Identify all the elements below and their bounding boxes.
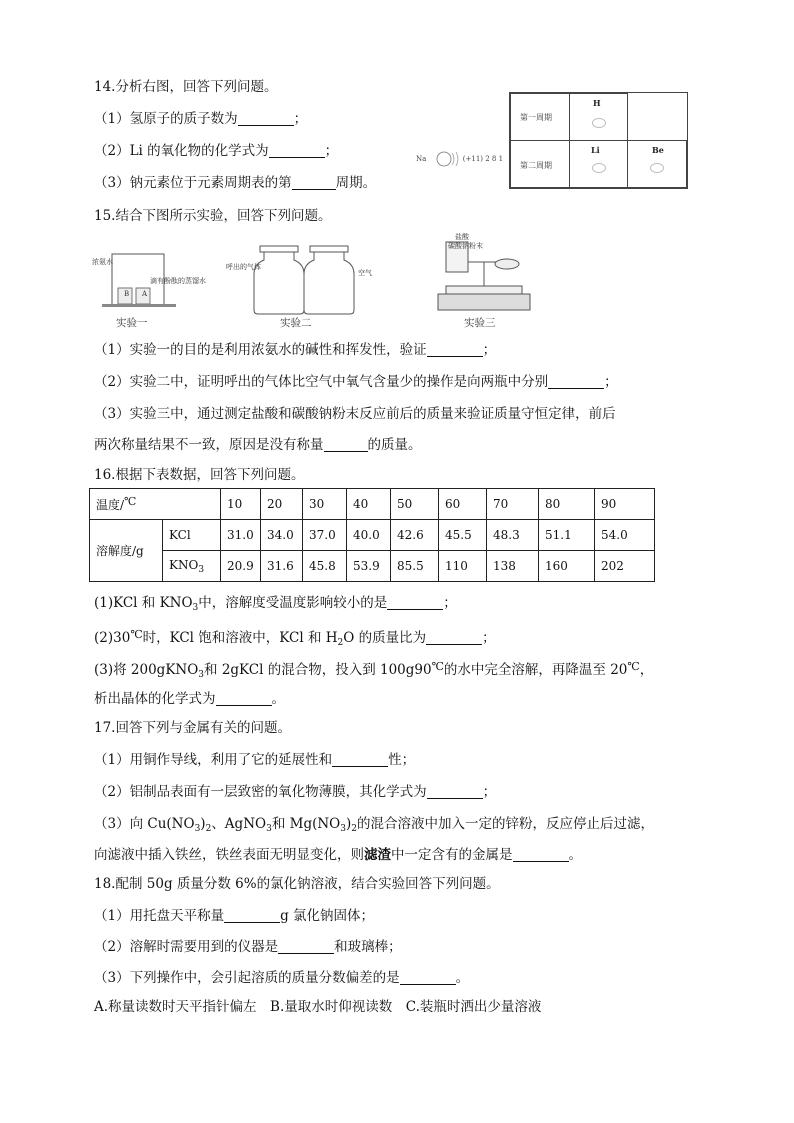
table-cell: 48.3 (487, 520, 539, 551)
table-cell: 54.0 (595, 520, 655, 551)
table-cell: 31.0 (221, 520, 261, 551)
q16-part1 (94, 594, 457, 617)
answer-blank[interactable] (238, 111, 294, 126)
element-cell-li (569, 140, 628, 188)
q18-p2-text: （2）溶解时需要用到的仪器是 (94, 939, 279, 955)
q18-options: A.称量读数时天平指针偏左 B.量取水时仰视读数 C.装瓶时洒出少量溶液 (94, 999, 542, 1015)
q14-p1-text: （1）氢原子的质子数为 (94, 111, 238, 127)
table-cell: 90 (595, 489, 655, 520)
q15-p2-end: ； (604, 374, 618, 390)
q16-p3-text5: 析出晶体的化学式为 (94, 691, 216, 707)
q17-p2-text: （2）铝制品表面有一层致密的氧化物薄膜，其化学式为 (94, 784, 427, 800)
element-symbol-li: Li (591, 145, 600, 155)
element-symbol-be: Be (652, 145, 664, 155)
q18-stem: 18.配制 50g 质量分数 6%的氯化钠溶液，结合实验回答下列问题。 (94, 876, 500, 892)
q14-p2-text: （2）Li 的氧化物的化学式为 (94, 143, 269, 159)
q18-p3-end: 。 (455, 970, 470, 986)
element-cell-h (569, 93, 628, 141)
experiment3-caption: 实验三 (464, 317, 496, 329)
degree-unit: ℃ (431, 660, 444, 673)
subscript: 2 (205, 824, 212, 834)
experiment1-caption: 实验一 (116, 317, 148, 329)
table-row-kcl (90, 520, 655, 551)
period2-label: 第二周期 (520, 161, 552, 170)
q17-p3-text: 的混合溶液中加入一定的锌粉，反应停止后过滤， (356, 816, 654, 832)
q15-part1 (94, 341, 496, 359)
label-na2co3: 碳酸钠粉末 (448, 242, 483, 250)
label-air: 空气 (358, 269, 372, 277)
q17-part3-cont (94, 846, 582, 864)
q16-p1-end: ； (443, 595, 457, 611)
periodic-table-figure (509, 92, 688, 189)
label-phenolphthalein: 滴有酚酞的蒸馏水 (150, 277, 206, 285)
answer-blank[interactable] (513, 847, 569, 862)
subscript: 2 (337, 638, 344, 648)
temp-label: 温度/ (96, 498, 125, 512)
q17-p3-end: 。 (568, 847, 582, 863)
element-symbol-h: H (593, 98, 601, 108)
q15-p1-end: ； (482, 342, 497, 358)
answer-blank[interactable] (324, 437, 368, 452)
table-row-kno3 (90, 551, 655, 582)
label-hcl: 盐酸 (455, 233, 469, 241)
table-cell: 53.9 (347, 551, 391, 582)
q18-p1-end: g 氯化钠固体； (280, 908, 375, 924)
table-cell: 45.8 (303, 551, 347, 582)
table-cell: 50 (391, 489, 439, 520)
period2-label-cell (510, 140, 570, 188)
answer-blank[interactable] (292, 175, 336, 190)
q16-p2-text2: 时，KCl 饱和溶液中，KCl 和 H (142, 630, 338, 646)
q17-p3-text: 、AgNO (211, 816, 267, 832)
q17-part1 (94, 751, 415, 769)
experiment2-caption: 实验二 (280, 317, 312, 329)
sodium-atom-diagram (416, 150, 503, 168)
q16-p2-text3: O 的质量比为 (343, 630, 427, 646)
q17-part3 (94, 815, 654, 838)
q18-p2-end: 和玻璃棒； (334, 939, 402, 955)
q14-p2-end: ； (324, 143, 339, 159)
experiment2-figure (244, 244, 374, 316)
q14-p1-end: ； (293, 111, 308, 127)
table-cell: 85.5 (391, 551, 439, 582)
table-cell: 80 (539, 489, 595, 520)
label-exhaled-gas: 呼出的气体 (226, 263, 261, 271)
answer-blank[interactable] (400, 970, 456, 985)
answer-blank[interactable] (427, 784, 483, 799)
q16-p1-text: (1)KCl 和 KNO (94, 595, 193, 611)
degree-unit: ℃ (130, 628, 143, 641)
q14-part3 (94, 174, 376, 192)
q14-p3-text: （3）钠元素位于元素周期表的第 (94, 175, 292, 191)
table-row-temperature (90, 489, 655, 520)
q17-p3-text: 中一定含有的金属是 (391, 847, 513, 863)
q17-p3-text: 向滤液中插入铁丝，铁丝表面无明显变化，则 (94, 847, 364, 863)
q16-p3-text2: 和 2gKCl 的混合物，投入到 100g90 (204, 662, 432, 678)
q16-p3-text3: 的水中完全溶解，再降温至 20 (443, 662, 628, 678)
kno3-label-text: KNO (169, 557, 199, 572)
q16-part3 (94, 658, 653, 684)
q17-p3-text: （3）向 Cu(NO (94, 816, 195, 832)
subscript: 3 (266, 824, 272, 834)
subscript: 3 (194, 824, 201, 834)
table-cell: 10 (221, 489, 261, 520)
na-electron-config: (+11) 2 8 1 (462, 155, 504, 163)
atom-nucleus-icon (435, 150, 461, 168)
q15-p3b-text: 两次称量结果不一致，原因是没有称量 (94, 437, 324, 453)
period1-label: 第一周期 (520, 113, 552, 122)
answer-blank[interactable] (224, 908, 280, 923)
q17-p3-text: ) (345, 816, 352, 832)
table-cell: 40.0 (347, 520, 391, 551)
cup-a-label: A (142, 290, 148, 298)
q16-p2-text: (2)30 (94, 630, 131, 646)
q18-p1-text: （1）用托盘天平称量 (94, 908, 225, 924)
table-cell: 30 (303, 489, 347, 520)
table-cell: 34.0 (261, 520, 303, 551)
subscript: 3 (198, 670, 205, 680)
q16-p2-end: ； (482, 630, 496, 646)
q14-p3-end: 周期。 (335, 175, 377, 191)
atom-structure-icon (592, 118, 606, 128)
q14-part2 (94, 142, 338, 160)
subscript: 3 (192, 603, 199, 613)
atom-structure-icon (592, 163, 606, 173)
subscript: 3 (340, 824, 346, 834)
q17-stem: 17.回答下列与金属有关的问题。 (94, 720, 291, 736)
q15-p2-text: （2）实验二中，证明呼出的气体比空气中氧气含量少的操作是向两瓶中分别 (94, 374, 549, 390)
table-cell: 40 (347, 489, 391, 520)
q16-stem: 16.根据下表数据，回答下列问题。 (94, 467, 305, 483)
answer-blank[interactable] (387, 595, 443, 610)
q16-p3-text: (3)将 200gKNO (94, 662, 199, 678)
q15-part3-cont (94, 436, 422, 454)
q16-p3-text4: ， (639, 662, 654, 678)
q17-p1-end: 性； (388, 752, 416, 768)
table-cell: 31.6 (261, 551, 303, 582)
degree-unit: ℃ (627, 660, 640, 673)
table-cell: 70 (487, 489, 539, 520)
q17-p1-text: （1）用铜作导线，利用了它的延展性和 (94, 752, 333, 768)
atom-structure-icon (650, 163, 664, 173)
q18-part1 (94, 907, 374, 925)
answer-blank[interactable] (427, 342, 483, 357)
q17-part2 (94, 783, 496, 801)
kno3-label (163, 551, 221, 582)
table-cell: 37.0 (303, 520, 347, 551)
cup-b-label: B (124, 290, 130, 298)
answer-blank[interactable] (332, 752, 388, 767)
q15-part2 (94, 373, 618, 391)
table-cell: 110 (439, 551, 487, 582)
q18-part3 (94, 969, 469, 987)
solubility-table (89, 488, 655, 582)
q18-p3-text: （3）下列操作中，会引起溶质的质量分数偏差的是 (94, 970, 400, 986)
q14-part1 (94, 110, 307, 128)
table-cell: 45.5 (439, 520, 487, 551)
solubility-header: 溶解度/g (90, 520, 163, 582)
q15-stem: 15.结合下图所示实验，回答下列问题。 (94, 208, 332, 224)
answer-blank[interactable] (426, 630, 482, 645)
na-symbol: Na (416, 155, 427, 163)
kcl-label: KCl (163, 520, 221, 551)
q17-bold-term: 滤渣 (364, 847, 391, 863)
q16-p1-text2: 中，溶解度受温度影响较小的是 (198, 595, 388, 611)
degree-unit: ℃ (124, 495, 137, 508)
q18-part2 (94, 938, 402, 956)
q15-p3b-end: 的质量。 (367, 437, 422, 453)
table-cell: 51.1 (539, 520, 595, 551)
q15-p1-text: （1）实验一的目的是利用浓氨水的碱性和挥发性，验证 (94, 342, 427, 358)
period1-label-cell (510, 93, 570, 141)
q17-p3-text: ) (200, 816, 206, 832)
table-cell: 160 (539, 551, 595, 582)
q16-part3-cont (94, 690, 285, 708)
temperature-header (90, 489, 221, 520)
table-cell: 202 (595, 551, 655, 582)
table-cell: 20.9 (221, 551, 261, 582)
table-cell: 20 (261, 489, 303, 520)
table-cell: 60 (439, 489, 487, 520)
element-cell-be (627, 140, 687, 188)
answer-blank[interactable] (269, 143, 325, 158)
kno3-subscript: 3 (198, 564, 205, 575)
table-cell: 42.6 (391, 520, 439, 551)
q17-p2-end: ； (482, 784, 497, 800)
answer-blank[interactable] (278, 939, 334, 954)
subscript: 2 (351, 824, 357, 834)
answer-blank[interactable] (548, 374, 604, 389)
q14-stem: 14.分析右图，回答下列问题。 (94, 79, 278, 95)
q16-p3-end: 。 (271, 691, 285, 707)
label-ammonia: 浓氨水 (92, 258, 113, 266)
table-cell: 138 (487, 551, 539, 582)
q16-part2 (94, 626, 496, 652)
q17-p3-text: 和 Mg(NO (271, 816, 341, 832)
answer-blank[interactable] (216, 691, 272, 706)
q15-part3: （3）实验三中，通过测定盐酸和碳酸钠粉末反应前后的质量来验证质量守恒定律，前后 (94, 406, 616, 422)
